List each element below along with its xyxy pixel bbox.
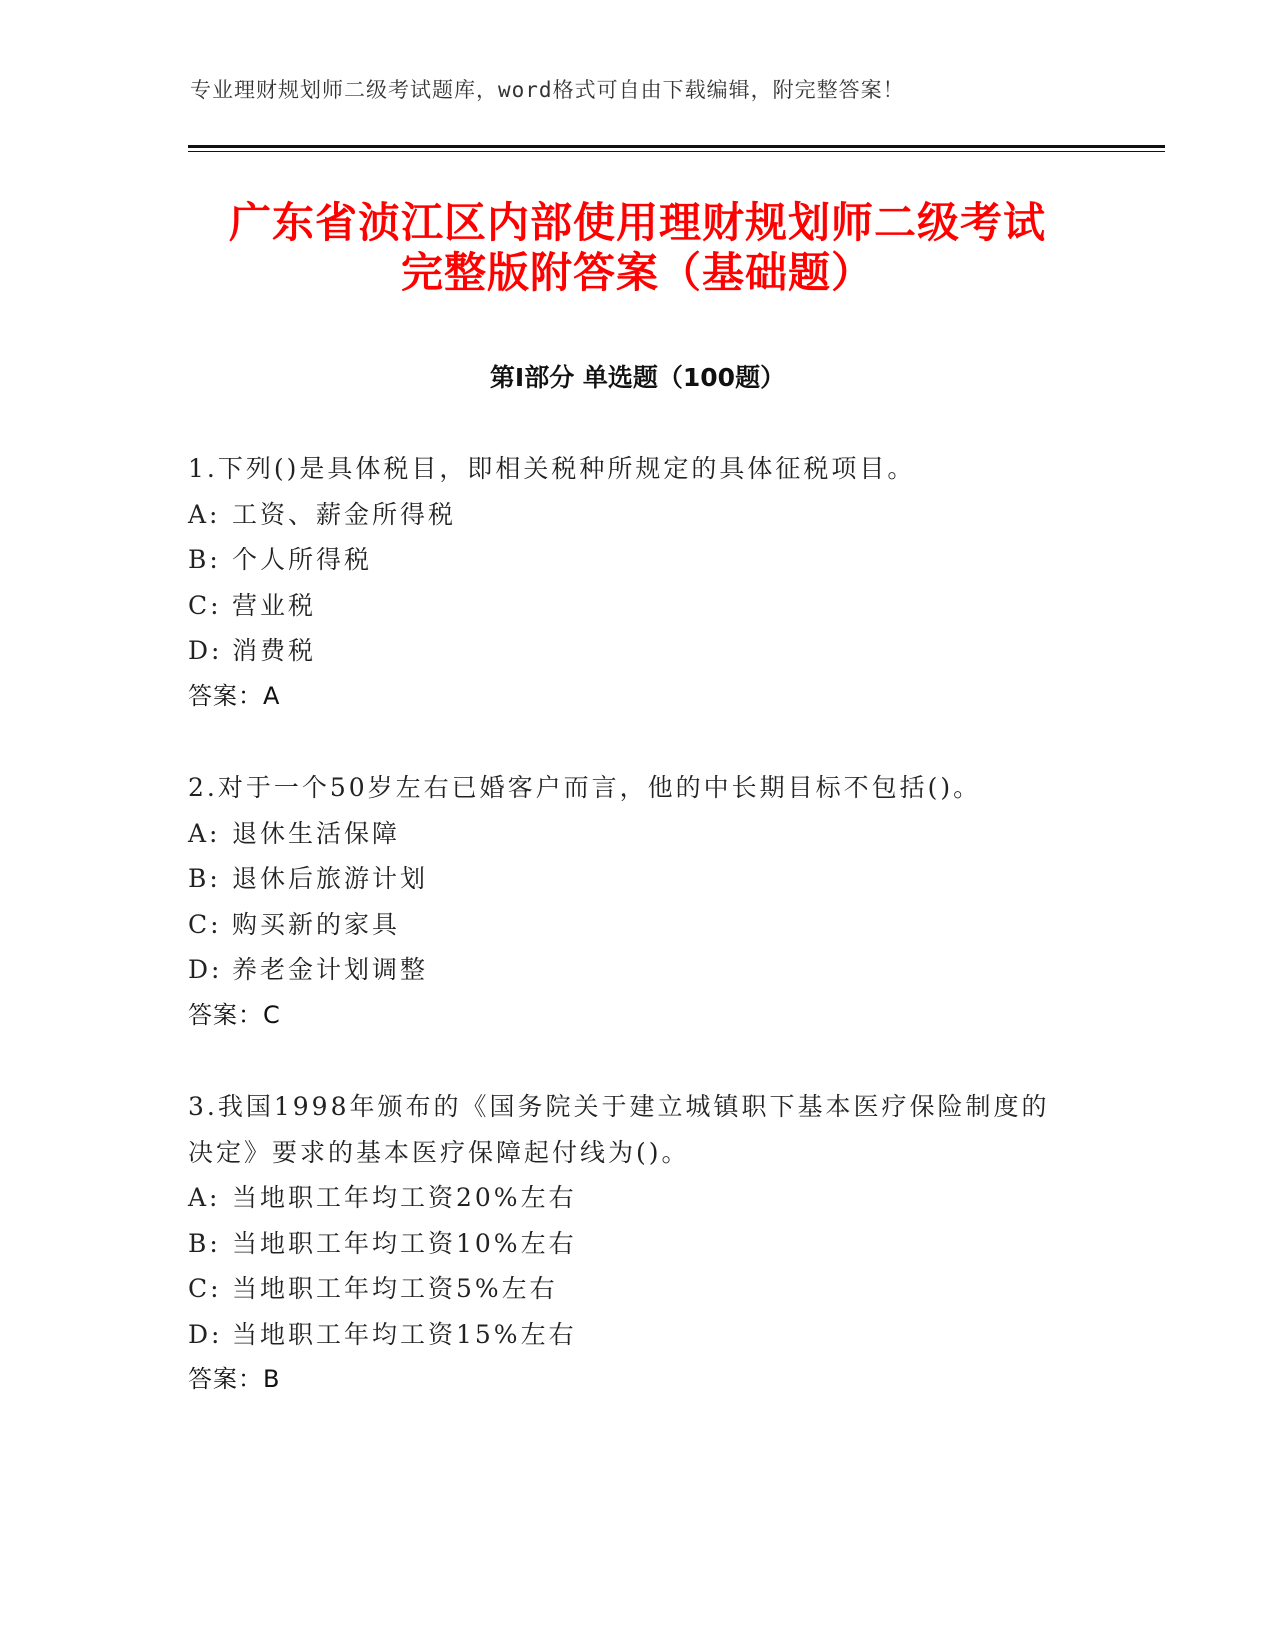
answer-line: 答案：C	[188, 1000, 281, 1029]
option-key: C:	[188, 1274, 222, 1303]
answer-line: 答案：B	[188, 1365, 281, 1393]
option-b	[188, 856, 1088, 902]
title-line-2: 完整版附答案（基础题）	[400, 248, 874, 297]
option-d	[188, 1312, 1088, 1358]
title-line-1: 广东省浈江区内部使用理财规划师二级考试	[228, 198, 1046, 247]
option-key: C:	[188, 590, 222, 620]
option-a	[188, 1175, 1088, 1221]
option-text: 退休后旅游计划	[232, 864, 429, 893]
header-note: 专业理财规划师二级考试题库，word格式可自由下载编辑，附完整答案！	[190, 78, 905, 102]
question-item	[188, 1084, 1088, 1403]
question-item	[188, 446, 1088, 719]
question-item	[188, 765, 1088, 1038]
option-key: A:	[188, 818, 221, 848]
option-key: A:	[188, 499, 221, 529]
option-a	[188, 492, 1088, 538]
option-text: 养老金计划调整	[232, 955, 429, 984]
option-text: 工资、薪金所得税	[232, 499, 457, 529]
option-text: 当地职工年均工资15%左右	[232, 1319, 577, 1349]
option-text: 购买新的家具	[232, 909, 401, 939]
option-d	[188, 947, 1088, 993]
option-key: A:	[188, 1183, 221, 1212]
option-text: 营业税	[232, 590, 317, 620]
option-text: 个人所得税	[232, 545, 373, 574]
header-rule-thin	[188, 151, 1165, 152]
option-key: B:	[188, 1228, 221, 1258]
document-title	[160, 198, 1115, 298]
option-d	[188, 628, 1088, 674]
option-key: B:	[188, 545, 221, 574]
option-text: 当地职工年均工资10%左右	[232, 1228, 577, 1258]
option-text: 当地职工年均工资5%左右	[232, 1274, 558, 1303]
option-c	[188, 1266, 1088, 1312]
question-stem: 1.下列()是具体税目，即相关税种所规定的具体征税项目。	[188, 454, 916, 483]
option-b	[188, 537, 1088, 583]
option-key: C:	[188, 909, 222, 939]
option-b	[188, 1221, 1088, 1267]
question-list	[188, 446, 1088, 1449]
question-stem: 2.对于一个50岁左右已婚客户而言，他的中长期目标不包括()。	[188, 773, 982, 802]
option-c	[188, 583, 1088, 629]
option-key: D:	[188, 955, 223, 984]
header-rule-thick	[188, 145, 1165, 148]
answer-line: 答案：A	[188, 681, 281, 710]
option-text: 当地职工年均工资20%左右	[232, 1183, 577, 1212]
question-stem-continued: 决定》要求的基本医疗保障起付线为()。	[188, 1137, 690, 1167]
option-key: D:	[188, 1319, 223, 1349]
section-heading: 第Ⅰ部分 单选题（100题）	[489, 363, 786, 392]
option-c	[188, 902, 1088, 948]
option-key: D:	[188, 636, 223, 665]
question-stem: 3.我国1998年颁布的《国务院关于建立城镇职下基本医疗保险制度的	[188, 1092, 1050, 1121]
option-a	[188, 811, 1088, 857]
option-text: 消费税	[232, 636, 317, 665]
option-text: 退休生活保障	[232, 818, 401, 848]
option-key: B:	[188, 864, 221, 893]
